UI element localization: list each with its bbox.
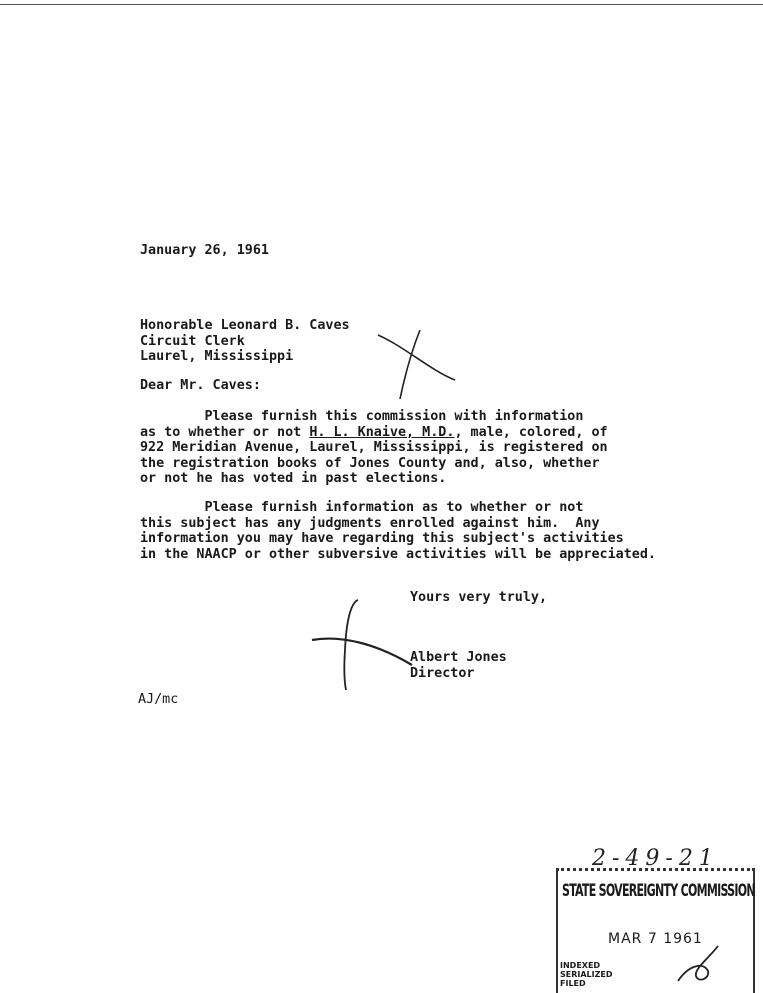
stamp-serialized: SERIALIZED	[560, 970, 613, 979]
para1-line: Please furnish this commission with information	[140, 409, 584, 424]
stamp-filed: FILED	[560, 979, 586, 988]
recipient-city: Laurel, Mississippi	[140, 349, 294, 364]
subject-name: H. L. Knaive, M.D.	[309, 424, 455, 440]
para2-line: Please furnish information as to whether or not	[140, 500, 584, 515]
received-stamp	[556, 868, 755, 993]
recipient-title: Circuit Clerk	[140, 333, 245, 349]
stamp-date: MAR 7 1961	[608, 931, 703, 947]
typist-initials: AJ/mc	[138, 692, 179, 707]
para1-text: , male, colored, of	[454, 424, 608, 440]
paragraph-1	[140, 409, 608, 487]
para1-text: as to whether or not	[140, 424, 310, 440]
handwritten-signature-mark	[300, 595, 420, 695]
para2-line: information you may have regarding this subject's activities	[140, 531, 624, 546]
paragraph-2	[140, 500, 656, 562]
salutation: Dear Mr. Caves:	[140, 378, 261, 393]
signature-block	[410, 650, 507, 681]
handwritten-x-mark	[370, 325, 470, 405]
file-number: 2-49-21	[592, 846, 719, 871]
para1-line: the registration books of Jones County and, also, whether	[140, 455, 600, 471]
para2-line: this subject has any judgments enrolled against him. Any	[140, 515, 600, 531]
para1-line: or not he has voted in past elections.	[140, 471, 447, 486]
signer-name: Albert Jones	[410, 650, 507, 665]
closing: Yours very truly,	[410, 590, 548, 605]
stamp-indexed: INDEXED	[560, 961, 601, 970]
recipient-address	[140, 318, 350, 365]
letter-date: January 26, 1961	[140, 243, 269, 258]
top-border-line	[0, 4, 763, 5]
stamp-initials-scribble	[668, 941, 728, 991]
signer-title: Director	[410, 665, 475, 681]
stamp-title: STATE SOVEREIGNTY COMMISSION	[562, 881, 755, 901]
para2-line: in the NAACP or other subversive activities will be appreciated.	[140, 546, 656, 562]
recipient-name: Honorable Leonard B. Caves	[140, 318, 350, 333]
para1-line: 922 Meridian Avenue, Laurel, Mississippi, is registered on	[140, 440, 608, 455]
para1-line	[140, 425, 608, 441]
stamp-status-lines	[560, 961, 613, 988]
